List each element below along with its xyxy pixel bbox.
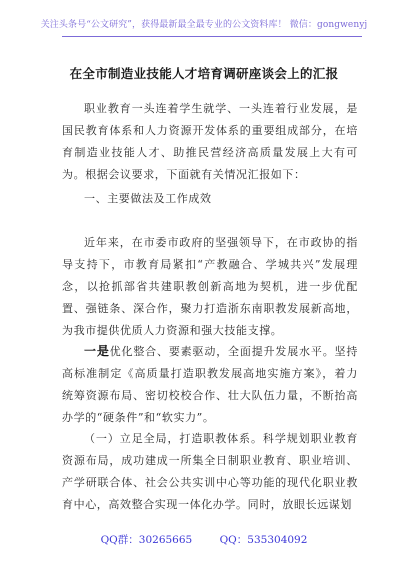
section-heading: 一、主要做法及工作成效 xyxy=(84,192,212,205)
header-promo-note: 关注头条号“公文研究”，获得最新最全最专业的公文资料库！ 微信：gongwenyj xyxy=(40,20,368,30)
subpoint-paragraph: （一）立足全局，打造职教体系。科学规划职业教育资源布局，成功建成一所集全日制职业教育、职业培训、产学研联合体、社会公共实训中心等功能的现代化职业教育中心，高效整合实现一体化办学。同时，放眼长远谋划 xyxy=(62,432,358,511)
header-divider xyxy=(62,36,362,37)
intro-paragraph: 职业教育一头连着学生就学、一头连着行业发展，是国民教育体系和人力资源开发体系的重要组成部分，在培育制造业技能人才、助推民营经济高质量发展上大有可为。根据会议要求，下面就有关情况汇报如下： xyxy=(62,102,358,181)
point-one-text: 优化整合、要素驱动，全面提升发展水平。坚持高标准制定《高质量打造职教发展高地实施方案》，着力统筹资源布局、密切校校合作、壮大队伍力量，不断抬高办学的“硬条件”和“软实力”。 xyxy=(62,345,358,424)
point-one-paragraph xyxy=(62,340,358,429)
document-title: 在全市制造业技能人才培育调研座谈会上的汇报 xyxy=(69,66,339,81)
footer-qq: QQ：535304092 xyxy=(219,534,308,546)
achievement-paragraph: 近年来，在市委市政府的坚强领导下，在市政协的指导支持下，市教育局紧扣“产教融合、学城共兴”发展理念，以抢抓部省共建职教创新高地为契机，进一步优配置、强链条、深合作，聚力打造浙东南职教发展新高地，为我市提供优质人力资源和强大技能支撑。 xyxy=(62,236,358,337)
footer-qq-group: QQ群：30265665 xyxy=(100,534,193,546)
footer-contact xyxy=(0,532,408,547)
point-one-lead: 一是 xyxy=(84,344,110,358)
